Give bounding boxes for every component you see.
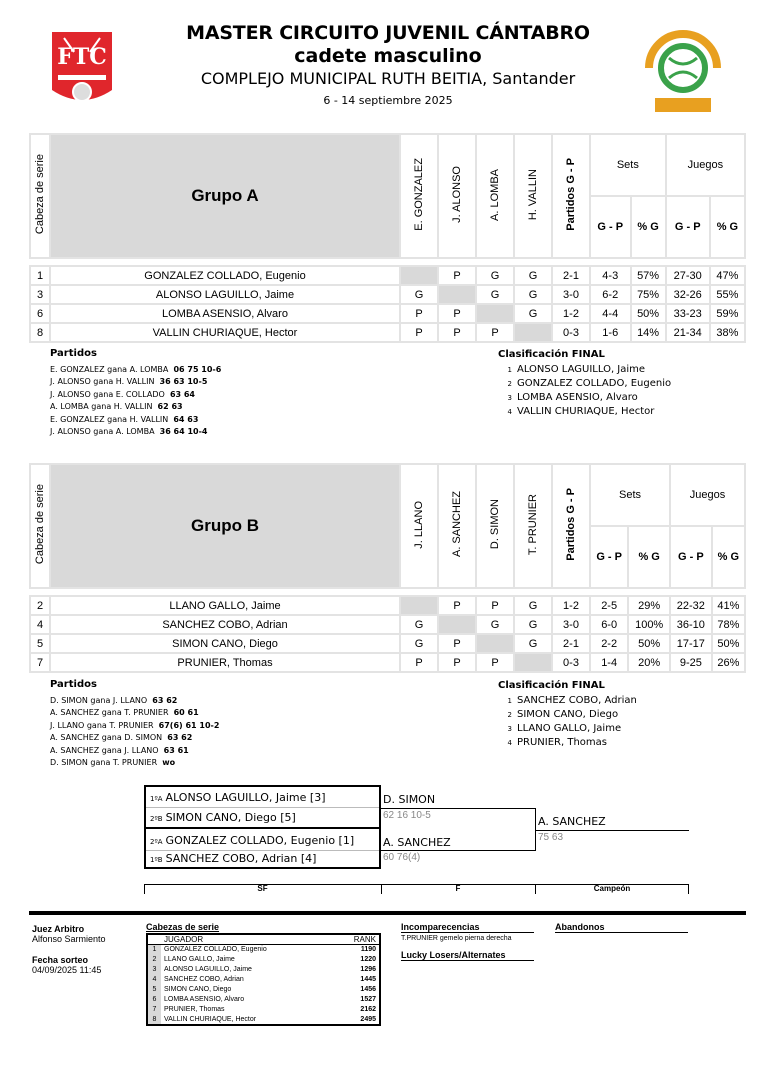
col-sets-pct: % G (631, 196, 666, 258)
page-subtitle: cadete masculino (294, 45, 482, 67)
sets-pct: 14% (631, 323, 666, 342)
sets-gp: 4-4 (590, 304, 631, 323)
col-player: E. GONZALEZ (413, 158, 425, 231)
sets-gp: 1-4 (590, 653, 628, 672)
result: G (514, 304, 552, 323)
aband-title: Abandonos (555, 922, 605, 932)
list-item: 2 GONZALEZ COLLADO, Eugenio (507, 378, 672, 389)
result (514, 323, 552, 342)
result (438, 285, 476, 304)
col-juegos-gp: G - P (666, 196, 710, 258)
result: G (400, 634, 438, 653)
page-title: MASTER CIRCUITO JUVENIL CÁNTABRO (186, 22, 590, 44)
juez-title: Juez Arbitro (32, 924, 85, 934)
col-juegos: Juegos (670, 464, 745, 526)
clas-title: Clasificación FINAL (498, 349, 605, 360)
match-line: J. ALONSO gana A. LOMBA 36 64 10-4 (50, 427, 208, 436)
abandonos-section (555, 922, 688, 933)
result: G (514, 266, 552, 285)
seed: 4 (30, 615, 50, 634)
result: P (476, 596, 514, 615)
player-name: PRUNIER, Thomas (50, 653, 400, 672)
result (400, 266, 438, 285)
group-b-table (29, 463, 746, 673)
partidos-gp: 2-1 (552, 266, 590, 285)
match-line: E. GONZALEZ gana H. VALLIN 64 63 (50, 414, 199, 424)
group-name: Grupo A (50, 134, 400, 258)
juegos-pct: 50% (712, 634, 745, 653)
partidos-title: Partidos (50, 348, 97, 359)
result: G (514, 615, 552, 634)
sf-entry: 2ºB SIMON CANO, Diego [5] (150, 811, 296, 824)
group-a-classification (498, 348, 671, 419)
match-line: J. ALONSO gana E. COLLADO 63 64 (50, 389, 195, 399)
col-sets: Sets (590, 464, 670, 526)
result: P (400, 304, 438, 323)
result: P (438, 653, 476, 672)
match-line: E. GONZALEZ gana A. LOMBA 06 75 10-6 (50, 364, 222, 374)
player-name: LLANO GALLO, Jaime (50, 596, 400, 615)
circuit-logo (637, 28, 729, 116)
venue: COMPLEJO MUNICIPAL RUTH BEITIA, Santander (200, 69, 576, 88)
sets-pct: 50% (631, 304, 666, 323)
result (438, 615, 476, 634)
col-player: J. ALONSO (451, 166, 463, 223)
sets-gp: 6-2 (590, 285, 631, 304)
col-player: D. SIMON (489, 499, 501, 550)
juegos-pct: 26% (712, 653, 745, 672)
table-row: 8 VALLIN CHURIAQUE, Hector 2495 (147, 1015, 380, 1025)
match-line: A. SANCHEZ gana J. LLANO 63 61 (50, 745, 189, 755)
champion: A. SANCHEZ (538, 815, 606, 828)
partidos-gp: 1-2 (552, 596, 590, 615)
result: G (400, 285, 438, 304)
result (400, 596, 438, 615)
juegos-pct: 41% (712, 596, 745, 615)
result: G (476, 266, 514, 285)
partidos-gp: 2-1 (552, 634, 590, 653)
match-line: J. LLANO gana T. PRUNIER 67(6) 61 10-2 (50, 720, 220, 730)
table-row (30, 615, 745, 634)
final-score: 75 63 (538, 832, 564, 843)
match-line: D. SIMON gana J. LLANO 63 62 (50, 695, 178, 705)
result: P (476, 323, 514, 342)
table-row (30, 323, 745, 342)
cabezas-title: Cabezas de serie (146, 922, 220, 932)
sets-gp: 2-5 (590, 596, 628, 615)
seed: 8 (30, 323, 50, 342)
juegos-gp: 9-25 (670, 653, 712, 672)
match-line: J. ALONSO gana H. VALLIN 36 63 10-5 (50, 377, 208, 386)
juegos-pct: 55% (710, 285, 745, 304)
col-player: H. VALLIN (527, 168, 539, 221)
sf-entry: 1ºA ALONSO LAGUILLO, Jaime [3] (150, 791, 326, 804)
sets-gp: 6-0 (590, 615, 628, 634)
partidos-gp: 3-0 (552, 285, 590, 304)
table-row: 1 GONZALEZ COLLADO, Eugenio 1190 (147, 945, 380, 955)
sets-pct: 20% (628, 653, 670, 672)
result: P (438, 304, 476, 323)
sf-winner-1: D. SIMON (383, 793, 436, 806)
col-sets-gp: G - P (590, 526, 628, 588)
seed: 6 (30, 304, 50, 323)
player-name: SANCHEZ COBO, Adrian (50, 615, 400, 634)
label-sf: SF (257, 884, 268, 893)
result: P (438, 634, 476, 653)
sets-pct: 29% (628, 596, 670, 615)
table-row: 4 SANCHEZ COBO, Adrian 1445 (147, 975, 380, 985)
result: G (476, 285, 514, 304)
result: P (400, 653, 438, 672)
partidos-title: Partidos (50, 679, 97, 690)
sets-gp: 1-6 (590, 323, 631, 342)
table-row (30, 304, 745, 323)
incomparecencias-section (401, 922, 534, 961)
list-item: 4 VALLIN CHURIAQUE, Hector (507, 406, 655, 417)
sets-pct: 57% (631, 266, 666, 285)
col-partidos: Partidos G - P (565, 488, 577, 561)
col-sets-pct: % G (628, 526, 670, 588)
sf-score-2: 60 76(4) (383, 852, 421, 863)
seed: 5 (30, 634, 50, 653)
match-line: A. SANCHEZ gana T. PRUNIER 60 61 (50, 708, 199, 717)
seed: 7 (30, 653, 50, 672)
sf-entry: 2ºA GONZALEZ COLLADO, Eugenio [1] (150, 834, 355, 847)
juegos-pct: 59% (710, 304, 745, 323)
lucky-title: Lucky Losers/Alternates (401, 950, 506, 960)
seeds-table (146, 933, 381, 1026)
juegos-gp: 27-30 (666, 266, 710, 285)
result: P (476, 653, 514, 672)
match-line: A. SANCHEZ gana D. SIMON 63 62 (50, 733, 193, 742)
list-item: 4 PRUNIER, Thomas (507, 737, 607, 748)
sf-entry: 1ºB SANCHEZ COBO, Adrian [4] (150, 852, 317, 865)
result: P (438, 596, 476, 615)
footer-divider (29, 911, 746, 915)
table-row: 6 LOMBA ASENSIO, Alvaro 1527 (147, 995, 380, 1005)
federation-logo (50, 30, 114, 110)
table-row (30, 653, 745, 672)
col-player: J. LLANO (413, 500, 425, 549)
fecha-value: 04/09/2025 11:45 (32, 965, 102, 975)
list-item: 1 SANCHEZ COBO, Adrian (507, 695, 637, 706)
fecha-title: Fecha sorteo (32, 955, 89, 965)
seed-col-header: Cabeza de serie (34, 484, 46, 565)
result: G (514, 596, 552, 615)
list-item: 3 LLANO GALLO, Jaime (507, 723, 622, 734)
result (514, 653, 552, 672)
juez-name: Alfonso Sarmiento (32, 934, 106, 944)
col-juegos: Juegos (666, 134, 745, 196)
group-b-matches (50, 679, 219, 770)
juegos-gp: 32-26 (666, 285, 710, 304)
juez-section (32, 924, 106, 944)
table-row: 3 ALONSO LAGUILLO, Jaime 1296 (147, 965, 380, 975)
result: P (400, 323, 438, 342)
fecha-section (32, 955, 101, 975)
group-a-table (29, 133, 746, 343)
table-row (30, 634, 745, 653)
col-jugador: JUGADOR (164, 935, 204, 944)
clas-title: Clasificación FINAL (498, 680, 605, 691)
seed: 2 (30, 596, 50, 615)
result: G (476, 615, 514, 634)
result (476, 304, 514, 323)
seed: 3 (30, 285, 50, 304)
result: G (400, 615, 438, 634)
svg-text:FTC: FTC (57, 44, 107, 70)
result: G (514, 634, 552, 653)
juegos-gp: 22-32 (670, 596, 712, 615)
list-item: 3 LOMBA ASENSIO, Alvaro (507, 392, 638, 403)
dates: 6 - 14 septiembre 2025 (323, 94, 453, 107)
sf-winner-2: A. SANCHEZ (383, 836, 451, 849)
col-rank: RANK (353, 935, 376, 944)
player-name: LOMBA ASENSIO, Alvaro (50, 304, 400, 323)
partidos-gp: 1-2 (552, 304, 590, 323)
partidos-gp: 0-3 (552, 653, 590, 672)
result: P (438, 266, 476, 285)
result (476, 634, 514, 653)
juegos-pct: 38% (710, 323, 745, 342)
juegos-gp: 36-10 (670, 615, 712, 634)
group-a-matches (50, 348, 221, 439)
group-name: Grupo B (50, 464, 400, 588)
col-player: T. PRUNIER (527, 493, 539, 556)
sets-pct: 50% (628, 634, 670, 653)
match-line: A. LOMBA gana H. VALLIN 62 63 (50, 402, 183, 411)
juegos-gp: 33-23 (666, 304, 710, 323)
col-juegos-pct: % G (712, 526, 745, 588)
col-partidos: Partidos G - P (565, 158, 577, 231)
player-name: VALLIN CHURIAQUE, Hector (50, 323, 400, 342)
result: G (514, 285, 552, 304)
player-name: ALONSO LAGUILLO, Jaime (50, 285, 400, 304)
sets-gp: 2-2 (590, 634, 628, 653)
semifinal-box (144, 785, 381, 869)
table-row (30, 266, 745, 285)
player-name: GONZALEZ COLLADO, Eugenio (50, 266, 400, 285)
col-sets-gp: G - P (590, 196, 631, 258)
col-juegos-pct: % G (710, 196, 745, 258)
result: P (438, 323, 476, 342)
incomp-title: Incomparecencias (401, 922, 480, 932)
juegos-pct: 47% (710, 266, 745, 285)
juegos-pct: 78% (712, 615, 745, 634)
col-sets: Sets (590, 134, 666, 196)
sets-pct: 100% (628, 615, 670, 634)
col-player: A. SANCHEZ (451, 491, 463, 558)
table-row: 7 PRUNIER, Thomas 2162 (147, 1005, 380, 1015)
label-f: F (455, 884, 461, 893)
col-player: A. LOMBA (489, 168, 501, 221)
juegos-gp: 21-34 (666, 323, 710, 342)
sets-pct: 75% (631, 285, 666, 304)
table-row (30, 596, 745, 615)
partidos-gp: 0-3 (552, 323, 590, 342)
table-row: 5 SIMON CANO, Diego 1456 (147, 985, 380, 995)
cabezas-section (146, 922, 381, 1026)
label-champion: Campeón (593, 884, 631, 893)
sf-score-1: 62 16 10-5 (383, 810, 431, 821)
partidos-gp: 3-0 (552, 615, 590, 634)
table-row (30, 285, 745, 304)
col-juegos-gp: G - P (670, 526, 712, 588)
juegos-gp: 17-17 (670, 634, 712, 653)
group-b-classification (498, 679, 637, 750)
list-item: 1 ALONSO LAGUILLO, Jaime (507, 364, 646, 375)
seed: 1 (30, 266, 50, 285)
player-name: SIMON CANO, Diego (50, 634, 400, 653)
table-row: 2 LLANO GALLO, Jaime 1220 (147, 955, 380, 965)
seed-col-header: Cabeza de serie (34, 154, 46, 235)
sets-gp: 4-3 (590, 266, 631, 285)
incomp-value: T.PRUNIER gemelo pierna derecha (401, 935, 512, 942)
list-item: 2 SIMON CANO, Diego (507, 709, 619, 720)
match-line: D. SIMON gana T. PRUNIER wo (50, 758, 176, 767)
